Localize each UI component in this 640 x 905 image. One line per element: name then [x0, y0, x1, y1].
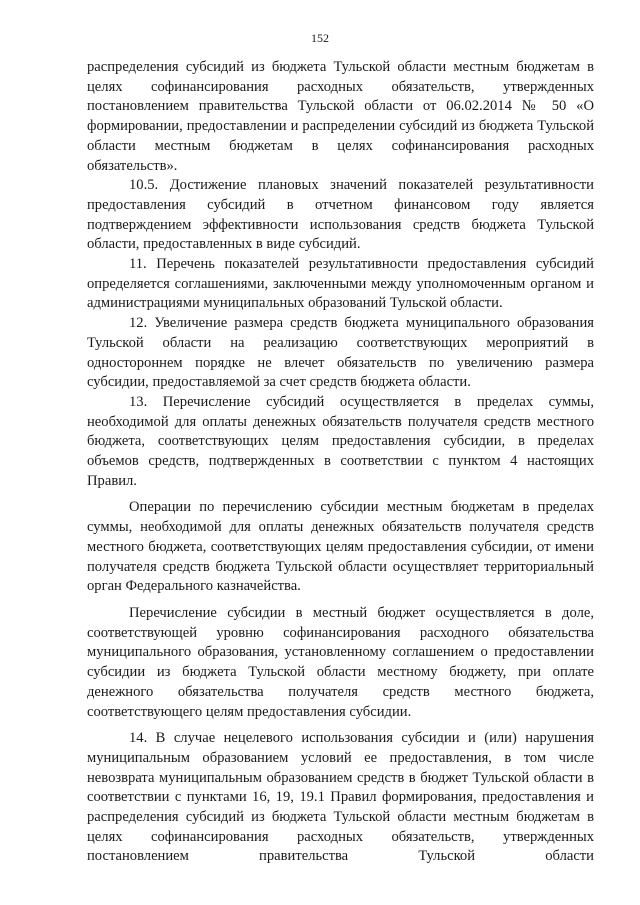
paragraph-transfer-operations: Операции по перечислению субсидии местным бюджетам в пределах суммы, необходимой для оплаты денежных обязательств получателя средств местного бюджета, соответствующих целям предоставления субсидии, от имени получателя средств бюджета Тульской области осуществляет территориальный орган Федерального казначейства. — [87, 499, 594, 595]
paragraph-11: 11. Перечень показателей результативности предоставления субсидий определяется соглашениями, заключенными между уполномоченным органом и администрациями муниципальных образований Тульской области. — [87, 256, 594, 312]
paragraph-continuation: распределения субсидий из бюджета Тульской области местным бюджетам в целях софинансирования расходных обязательств, утвержденных постановлением правительства Тульской области от 06.02.2014 № 50 «О формировании, предоставлении и распределении субсидий из бюджета Тульской области местным бюджетам в целях софинансирования расходных обязательств». — [87, 59, 594, 174]
paragraph-13: 13. Перечисление субсидий осуществляется в пределах суммы, необходимой для оплаты денежных обязательств получателя средств местного бюджета, соответствующих целям предоставления субсидии, в пределах объемов средств, подтвержденных в соответствии с пунктом 4 настоящих Правил. — [87, 393, 594, 489]
paragraph-12: 12. Увеличение размера средств бюджета муниципального образования Тульской области на реализацию соответствующих мероприятий в одностороннем порядке не влечет обязательств по увеличению размера субсидии, предоставляемой за счет средств бюджета области. — [87, 315, 594, 391]
paragraph-transfer-share: Перечисление субсидии в местный бюджет осуществляется в доле, соответствующей уровню софинансирования расходного обязательства муниципального образования, установленному соглашением о предоставлении субсидии из бюджета Тульской области местному бюджету, при оплате денежного обязательства получателя средств местного бюджета, соответствующего целям предоставления субсидии. — [87, 604, 594, 720]
page-number: 152 — [311, 31, 329, 45]
paragraph-14: 14. В случае нецелевого использования субсидии и (или) нарушения муниципальным образованием условий ее предоставления, в том числе невозврата муниципальным образованием средств в бюджет Тульской области в соответствии с пунктами 16, 19, 19.1 Правил формирования, предоставления и распределения субсидий из бюджета Тульской области местным бюджетам в целях софинансирования расходных обязательств, утвержденных постановлением правительства Тульской области — [87, 730, 594, 865]
paragraph-10-5: 10.5. Достижение плановых значений показателей результативности предоставления субсидий в отчетном финансовом году является подтверждением эффективности использования средств бюджета Тульской области, предоставленных в виде субсидий. — [87, 177, 594, 253]
document-body — [87, 58, 594, 867]
